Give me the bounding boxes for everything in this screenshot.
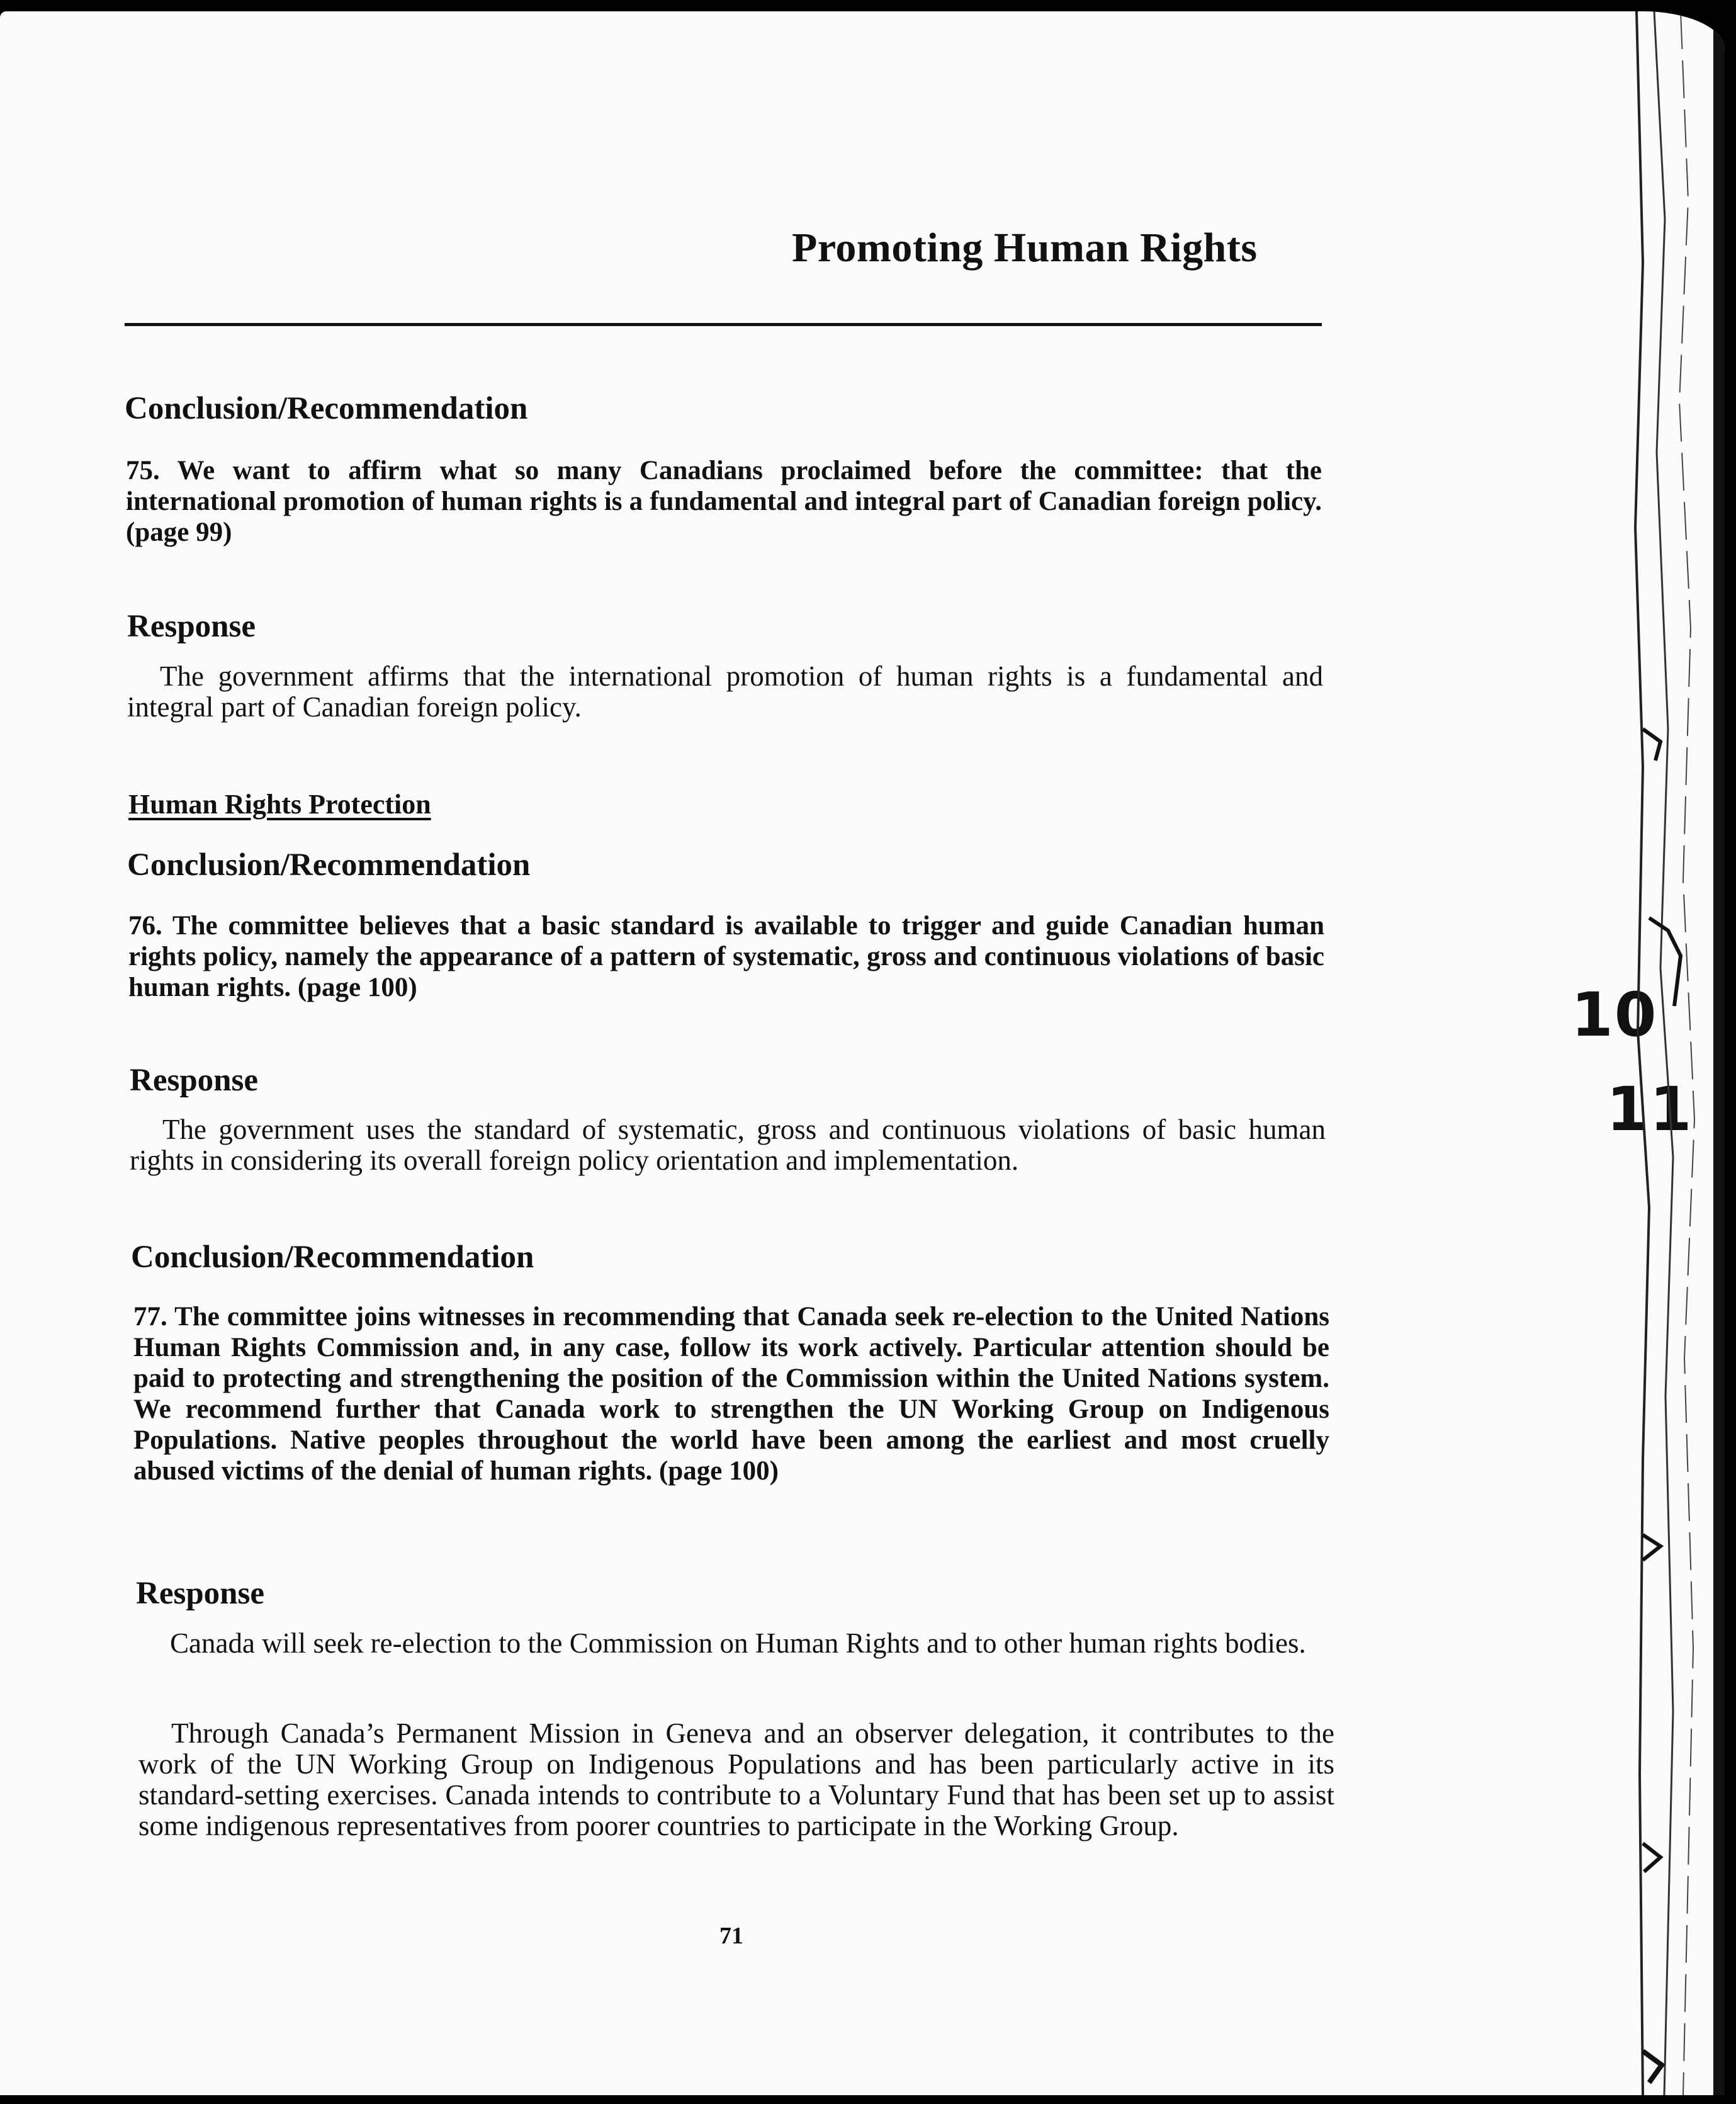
recommendation-77: 77. The committee joins witnesses in recommending that Canada seek re-election to the United Nations Human Rights Commission and, in any case, follow its work actively. Particular attention should be paid to protecting and strengthening the position of the Commission within the United Nations system. We recommend further that Canada work to strengthen the UN Working Group on Indigenous Populations. Native peoples throughout the world have been among the earliest and most cruelly abused victims of the denial of human rights. (page 100): [133, 1302, 1329, 1486]
binding-edge: [1548, 11, 1725, 2095]
subsection-heading: Human Rights Protection: [128, 789, 431, 820]
title-rule: [125, 323, 1322, 326]
page-number: 71: [719, 1923, 743, 1949]
section-heading: Conclusion/Recommendation: [125, 391, 528, 426]
section-heading: Conclusion/Recommendation: [131, 1240, 534, 1275]
response-77-paragraph: Canada will seek re-election to the Commission on Human Rights and to other human rights bodies.: [170, 1627, 1306, 1659]
response-77-paragraph: Through Canada’s Permanent Mission in Geneva and an observer delegation, it contributes to the work of the UN Working Group on Indigenous Populations and has been particularly active in its standard-setting exercises. Canada intends to contribute to a Voluntary Fund that has been set up to assist some indigenous representatives from poorer countries to participate in the Working Group.: [138, 1717, 1334, 1841]
section-heading: Response: [130, 1063, 259, 1098]
section-heading: Response: [127, 609, 256, 644]
response-76: The government uses the standard of systematic, gross and continuous violations of basic human rights in considering its overall foreign policy orientation and implementation.: [130, 1114, 1326, 1176]
recommendation-75: 75. We want to affirm what so many Canadians proclaimed before the committee: that the international promotion of human rights is a fundamental and integral part of Canadian foreign policy. (page 99): [126, 456, 1322, 547]
section-tab-marker: 11: [1606, 1074, 1693, 1145]
response-75: The government affirms that the international promotion of human rights is a fundamental and integral part of Canadian foreign policy.: [127, 660, 1323, 723]
recommendation-76: 76. The committee believes that a basic standard is available to trigger and guide Canadian human rights policy, namely the appearance of a pattern of systematic, gross and continuous violations of basic human rights. (page 100): [128, 911, 1324, 1002]
section-tab-marker: 10: [1571, 980, 1658, 1050]
document-page: [0, 11, 1725, 2095]
page-title: Promoting Human Rights: [792, 225, 1258, 271]
section-heading: Conclusion/Recommendation: [127, 847, 531, 883]
section-heading: Response: [136, 1576, 265, 1611]
